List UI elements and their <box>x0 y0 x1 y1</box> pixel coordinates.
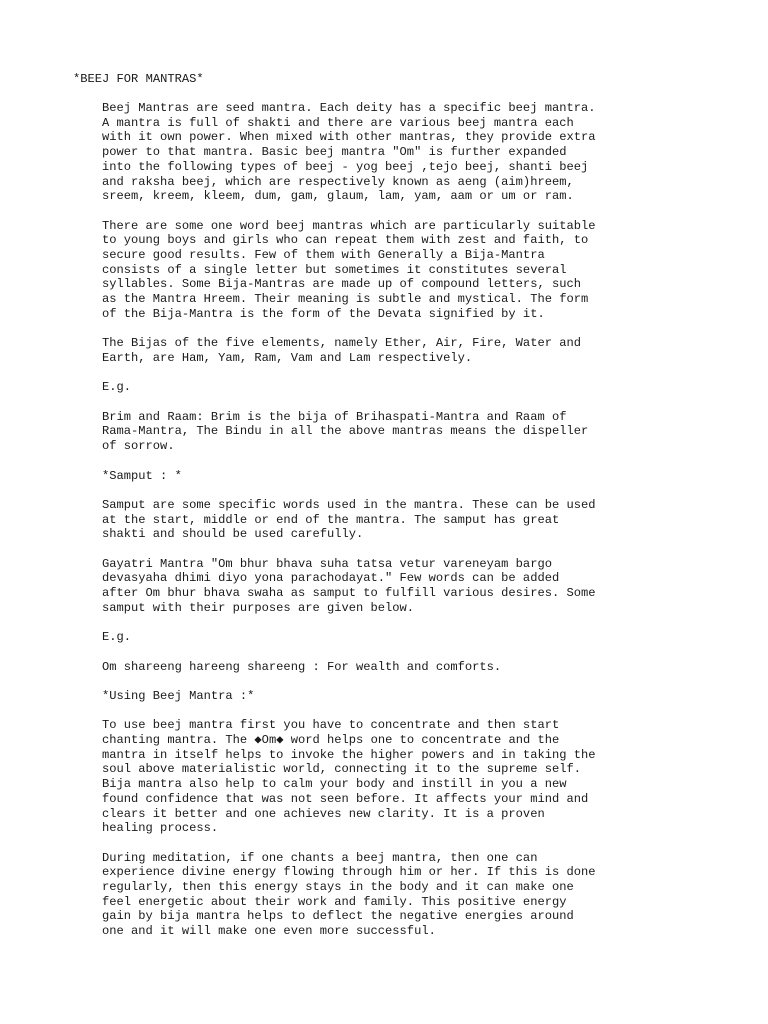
paragraph-five-elements: The Bijas of the five elements, namely Ether, Air, Fire, Water and Earth, are Ham, Yam, Ram, Vam and Lam respectively. <box>102 336 581 365</box>
paragraph-samput: Samput are some specific words used in the mantra. These can be used at the start, middle or end of the mantra. The samput has great shakti and should be used carefully. <box>102 497 596 542</box>
document-title: *BEEJ FOR MANTRAS* <box>73 72 204 86</box>
document-body <box>102 101 702 954</box>
paragraph-beej-intro: Beej Mantras are seed mantra. Each deity has a specific beej mantra. A mantra is full of shakti and there are various beej mantra each with it own power. When mixed with other mantras, they provide extra power to that mantra. Basic beej mantra "Om" is further expanded into the following types of beej - yog beej ,tejo beej, shanti beej and raksha beej, which are respectively known as aeng (aim)hreem, sreem, kreem, kleem, dum, gam, glaum, lam, yam, aam or um or ram. <box>102 101 596 204</box>
paragraph-using-beej: To use beej mantra first you have to concentrate and then start chanting mantra. The ◆Om◆ word helps one to concentrate and the mantra in itself helps to invoke the higher powers and in taking the soul above materialistic world, connecting it to the supreme self. Bija mantra also help to calm your body and instill in you a new found confidence that was not seen before. It affects your mind and clears it better and one achieves new clarity. It is a proven healing process. <box>102 718 596 836</box>
section-heading-samput: *Samput : * <box>102 468 182 483</box>
paragraph-example-label-2: E.g. <box>102 630 132 645</box>
paragraph-one-word-mantras: There are some one word beej mantras which are particularly suitable to young boys and girls who can repeat them with zest and faith, to secure good results. Few of them with Generally a Bija-Mantra consists of a single letter but sometimes it constitutes several syllables. Some Bija-Mantras are made up of compound letters, such as the Mantra Hreem. Their meaning is subtle and mystical. The form of the Bija-Mantra is the form of the Devata signified by it. <box>102 218 596 321</box>
paragraph-om-shareeng: Om shareeng hareeng shareeng : For wealth and comforts. <box>102 659 502 674</box>
paragraph-example-label: E.g. <box>102 380 132 395</box>
paragraph-brim-raam: Brim and Raam: Brim is the bija of Brihaspati-Mantra and Raam of Rama-Mantra, The Bindu in all the above mantras means the dispeller of sorrow. <box>102 409 589 454</box>
section-heading-using-beej: *Using Beej Mantra :* <box>102 688 255 703</box>
paragraph-gayatri-mantra: Gayatri Mantra "Om bhur bhava suha tatsa vetur vareneyam bargo devasyaha dhimi diyo yona parachodayat." Few words can be added after Om bhur bhava swaha as samput to fulfill various desires. Some samput with their purposes are given below. <box>102 556 596 615</box>
paragraph-meditation: During meditation, if one chants a beej mantra, then one can experience divine energy flowing through him or her. If this is done regularly, then this energy stays in the body and it can make one feel energetic about their work and family. This positive energy gain by bija mantra helps to deflect the negative energies around one and it will make one even more successful. <box>102 850 596 939</box>
